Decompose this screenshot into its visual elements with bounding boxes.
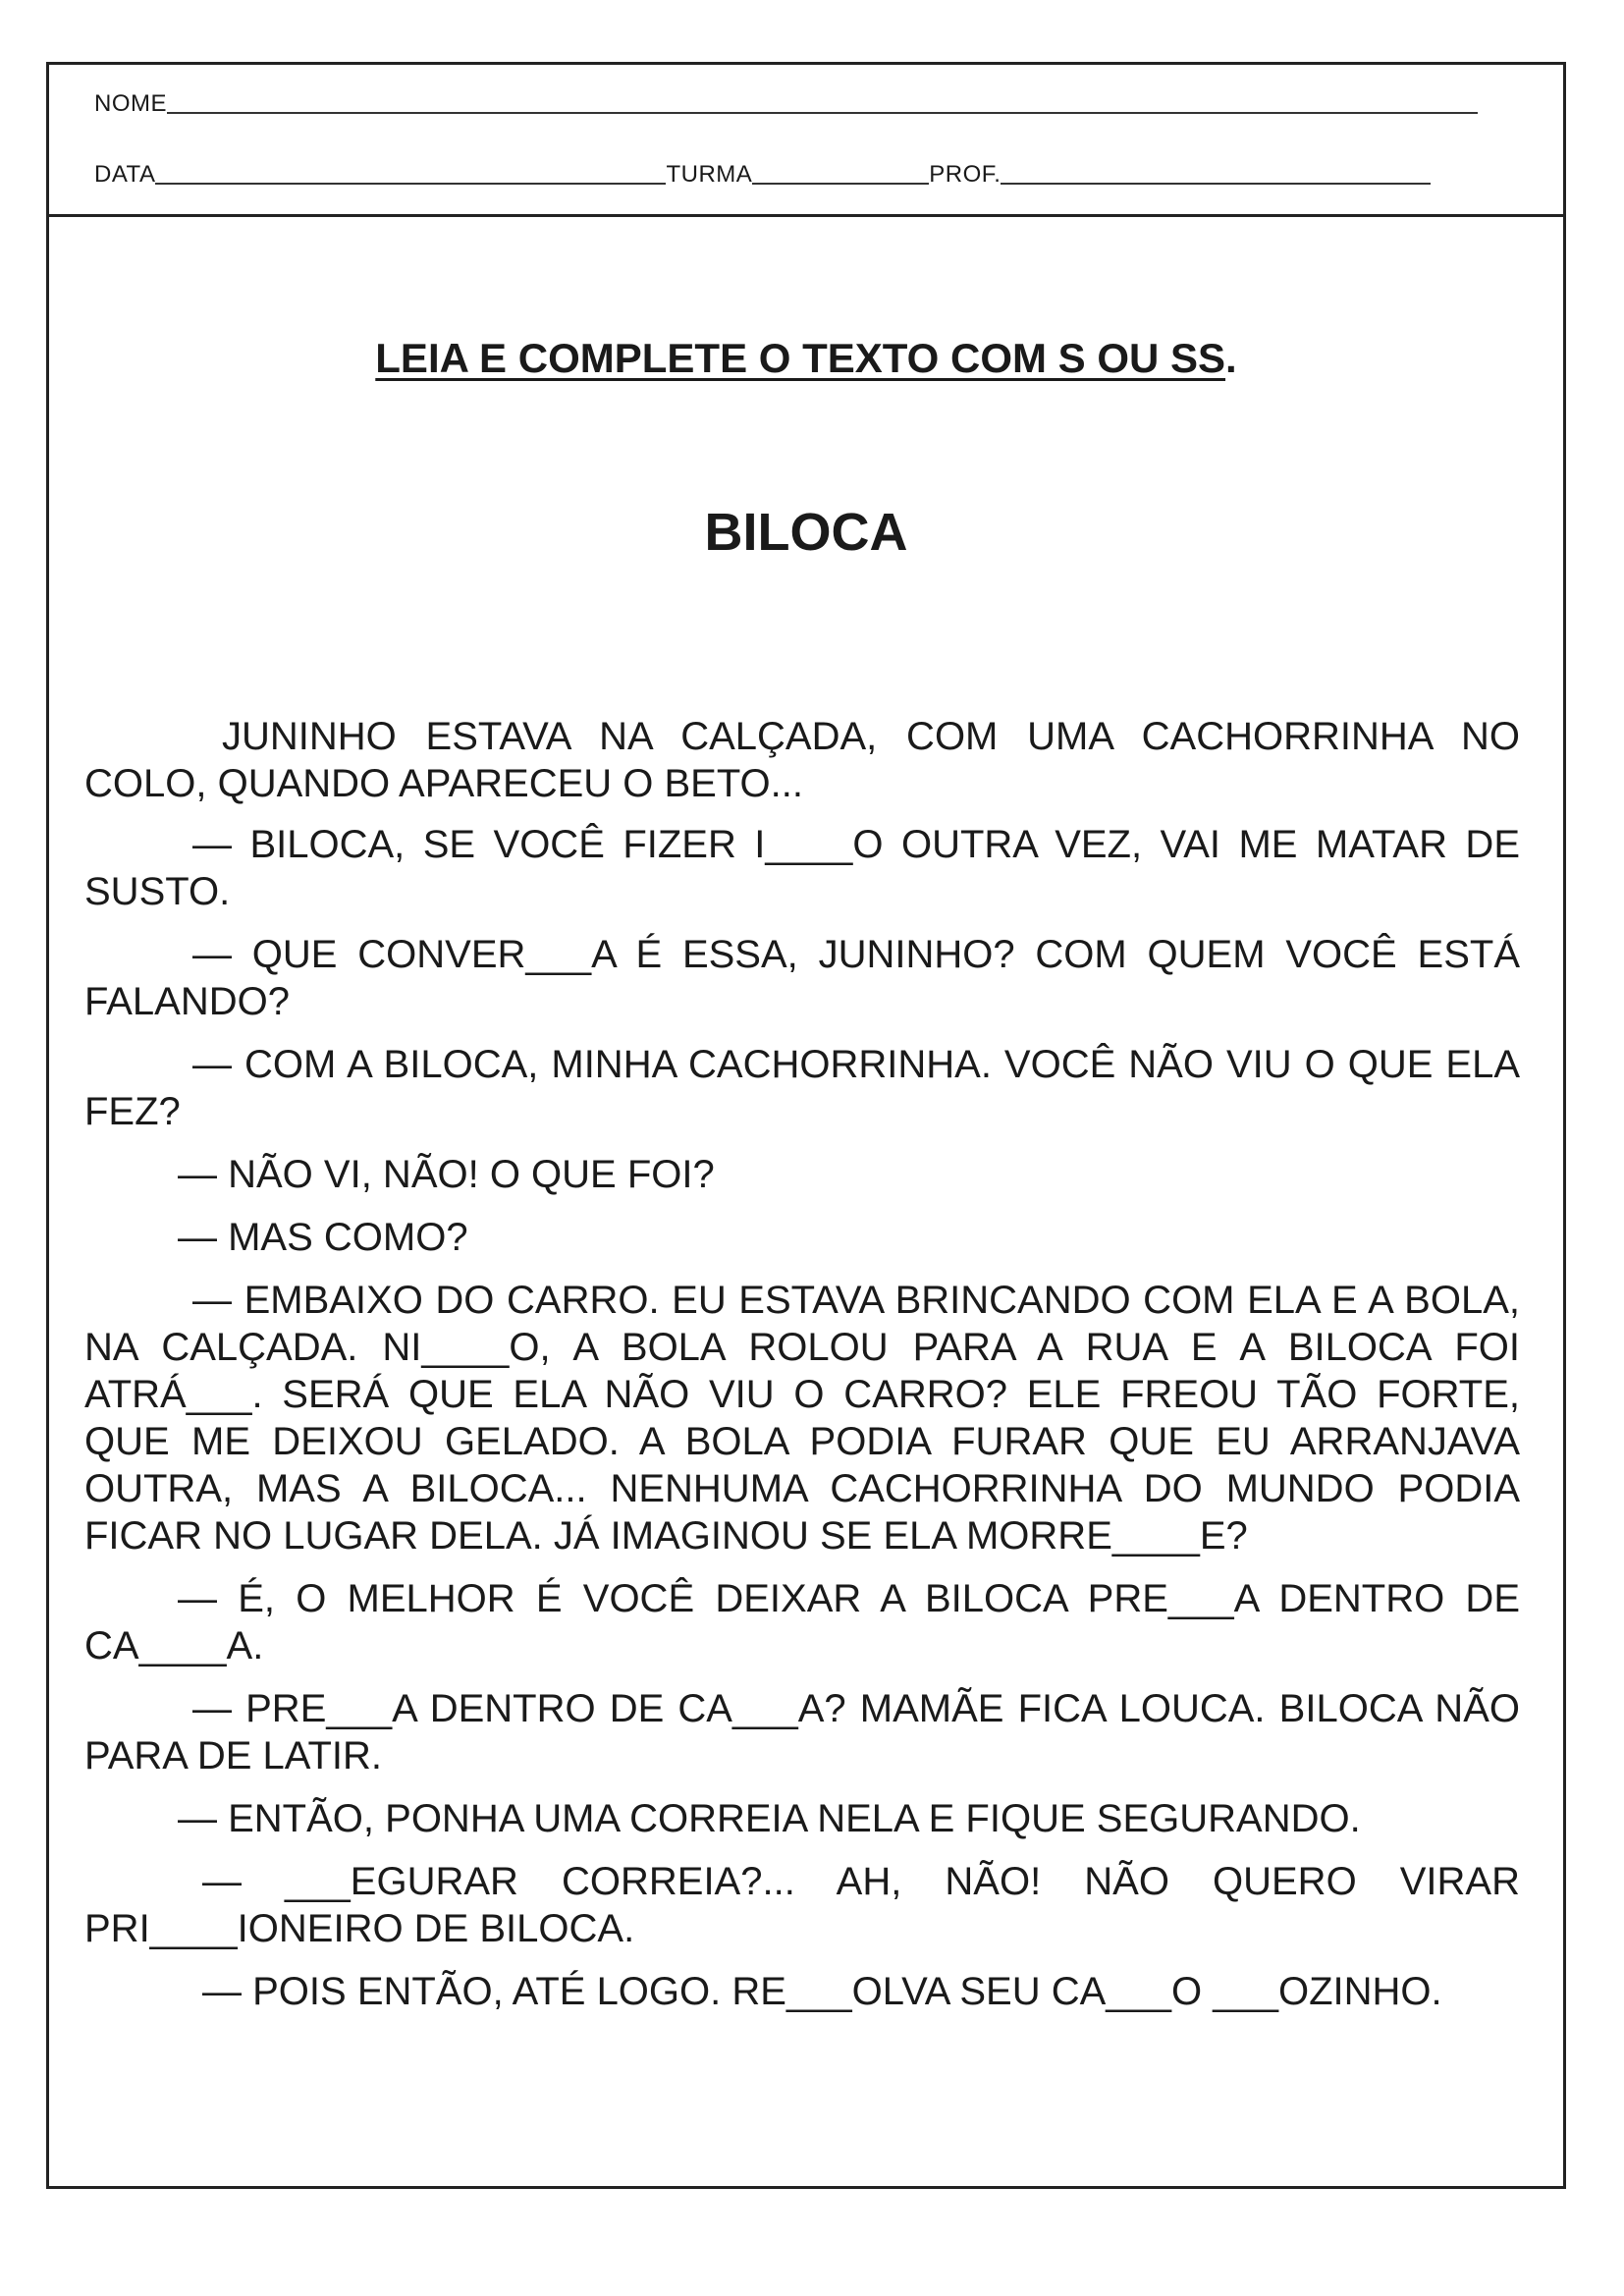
date-line — [94, 161, 1431, 189]
date-blank[interactable] — [155, 183, 666, 185]
paragraph-3: — QUE CONVER___A É ESSA, JUNINHO? COM QUEM VOCÊ ESTÁ FALANDO? — [84, 933, 1520, 1023]
class-blank[interactable] — [752, 183, 929, 185]
paragraph-6: — MAS COMO? — [178, 1216, 468, 1259]
paragraph-10: — ENTÃO, PONHA UMA CORREIA NELA E FIQUE SEGURANDO. — [178, 1797, 1361, 1840]
instruction-heading — [49, 335, 1563, 382]
paragraph-9: — PRE___A DENTRO DE CA___A? MAMÃE FICA LOUCA. BILOCA NÃO PARA DE LATIR. — [84, 1687, 1520, 1777]
paragraph-7: — EMBAIXO DO CARRO. EU ESTAVA BRINCANDO COM ELA E A BOLA, NA CALÇADA. NI____O, A BOLA ROLOU PARA A RUA E A BILOCA FOI ATRÁ___. SERÁ QUE ELA NÃO VIU O CARRO? ELE FREOU TÃO FORTE, QUE ME DEIXOU GELADO. A BOLA PODIA FURAR QUE EU ARRANJAVA OUTRA, MAS A BILOCA... NENHUMA CACHORRINHA DO MUNDO PODIA FICAR NO LUGAR DELA. JÁ IMAGINOU SE ELA MORRE____E? — [84, 1279, 1520, 1558]
story-title: BILOCA — [704, 503, 908, 562]
class-label: TURMA — [666, 161, 753, 188]
paragraph-5: — NÃO VI, NÃO! O QUE FOI? — [178, 1153, 715, 1196]
story-body — [84, 713, 1520, 2031]
instruction-text: LEIA E COMPLETE O TEXTO COM S OU SS — [375, 335, 1226, 381]
paragraph-2: — BILOCA, SE VOCÊ FIZER I____O OUTRA VEZ, VAI ME MATAR DE SUSTO. — [84, 823, 1520, 913]
name-blank[interactable] — [167, 112, 1478, 114]
teacher-blank[interactable] — [1001, 183, 1431, 185]
date-label: DATA — [94, 161, 156, 188]
paragraph-4: — COM A BILOCA, MINHA CACHORRINHA. VOCÊ NÃO VIU O QUE ELA FEZ? — [84, 1043, 1520, 1133]
teacher-label: PROF. — [929, 161, 1001, 188]
name-label: NOME — [94, 90, 167, 117]
paragraph-12: — POIS ENTÃO, ATÉ LOGO. RE___OLVA SEU CA___O ___OZINHO. — [202, 1970, 1442, 2013]
name-line — [94, 90, 1478, 118]
instruction-period: . — [1225, 335, 1237, 381]
paragraph-11: — ___EGURAR CORREIA?... AH, NÃO! NÃO QUERO VIRAR PRI____IONEIRO DE BILOCA. — [84, 1860, 1520, 1950]
paragraph-8: — É, O MELHOR É VOCÊ DEIXAR A BILOCA PRE___A DENTRO DE CA____A. — [84, 1577, 1520, 1667]
student-header — [49, 65, 1563, 217]
paragraph-1: JUNINHO ESTAVA NA CALÇADA, COM UMA CACHORRINHA NO COLO, QUANDO APARECEU O BETO... — [84, 715, 1520, 805]
worksheet — [46, 62, 1566, 2189]
